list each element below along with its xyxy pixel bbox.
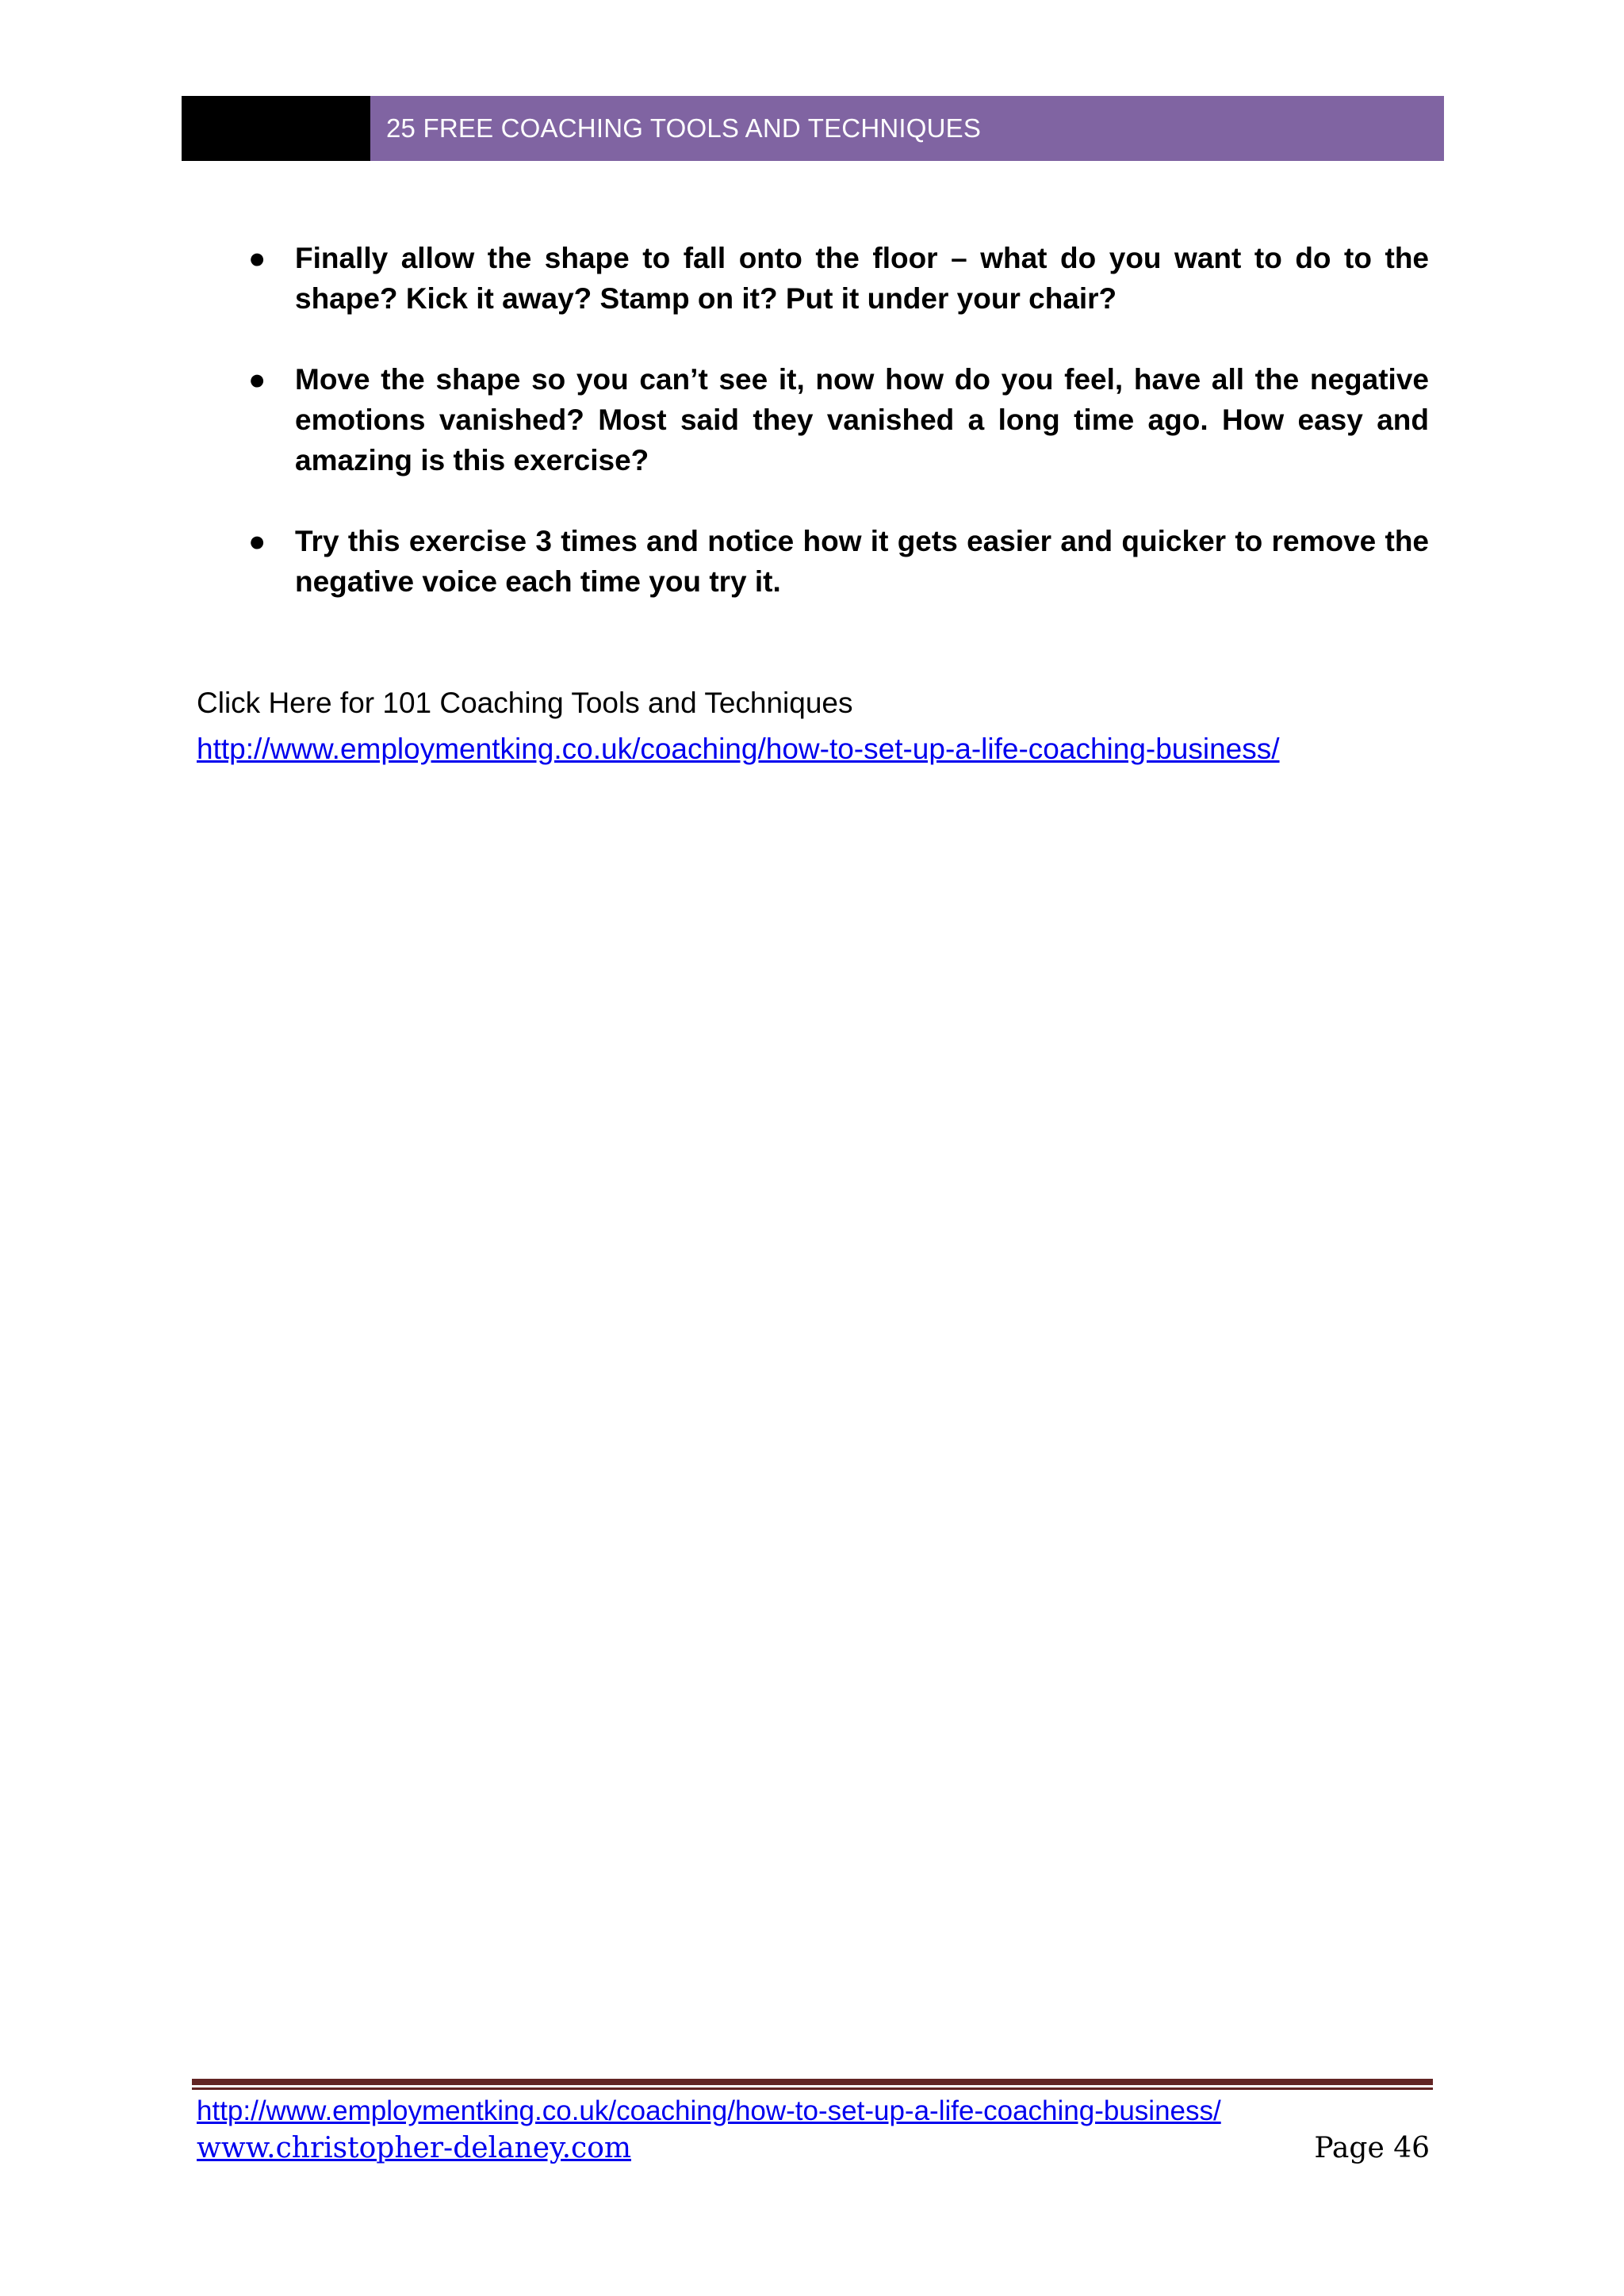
bullet-text: Finally allow the shape to fall onto the floor – what do you want to do to the shape? Kick it away? Stamp on it? Put it under your chair? — [295, 242, 1429, 315]
bullet-list — [248, 238, 1429, 642]
footer-rule-thin — [192, 2087, 1433, 2090]
call-to-action — [197, 680, 1280, 772]
footer-employmentking-link[interactable]: http://www.employmentking.co.uk/coaching/how-to-set-up-a-life-coaching-business/ — [197, 2095, 1221, 2126]
bullet-item — [248, 238, 1429, 319]
footer-christopher-delaney-link[interactable]: www.christopher-delaney.com — [197, 2132, 631, 2164]
cta-text: Click Here for 101 Coaching Tools and Techniques — [197, 687, 853, 719]
header-title: 25 FREE COACHING TOOLS AND TECHNIQUES — [386, 113, 982, 143]
footer-row — [197, 2130, 1430, 2168]
bullet-text: Try this exercise 3 times and notice how it gets easier and quicker to remove the negative voice each time you try it. — [295, 525, 1429, 598]
bullet-dot-icon: ● — [248, 525, 266, 557]
bullet-dot-icon: ● — [248, 242, 266, 274]
footer-divider — [192, 2079, 1433, 2090]
header-black-block — [182, 96, 370, 161]
cta-link[interactable]: http://www.employmentking.co.uk/coaching/how-to-set-up-a-life-coaching-business/ — [197, 733, 1280, 765]
page-header — [182, 96, 1444, 161]
header-purple-band — [370, 96, 1444, 161]
footer-rule-thick — [192, 2079, 1433, 2085]
bullet-item — [248, 521, 1429, 602]
bullet-text: Move the shape so you can’t see it, now how do you feel, have all the negative emotions vanished? Most said they vanished a long time ago. How easy and amazing is this exercise? — [295, 363, 1429, 476]
bullet-dot-icon: ● — [248, 363, 266, 396]
page-footer — [197, 2093, 1430, 2168]
page-number: Page 46 — [1314, 2132, 1430, 2164]
bullet-item — [248, 359, 1429, 480]
